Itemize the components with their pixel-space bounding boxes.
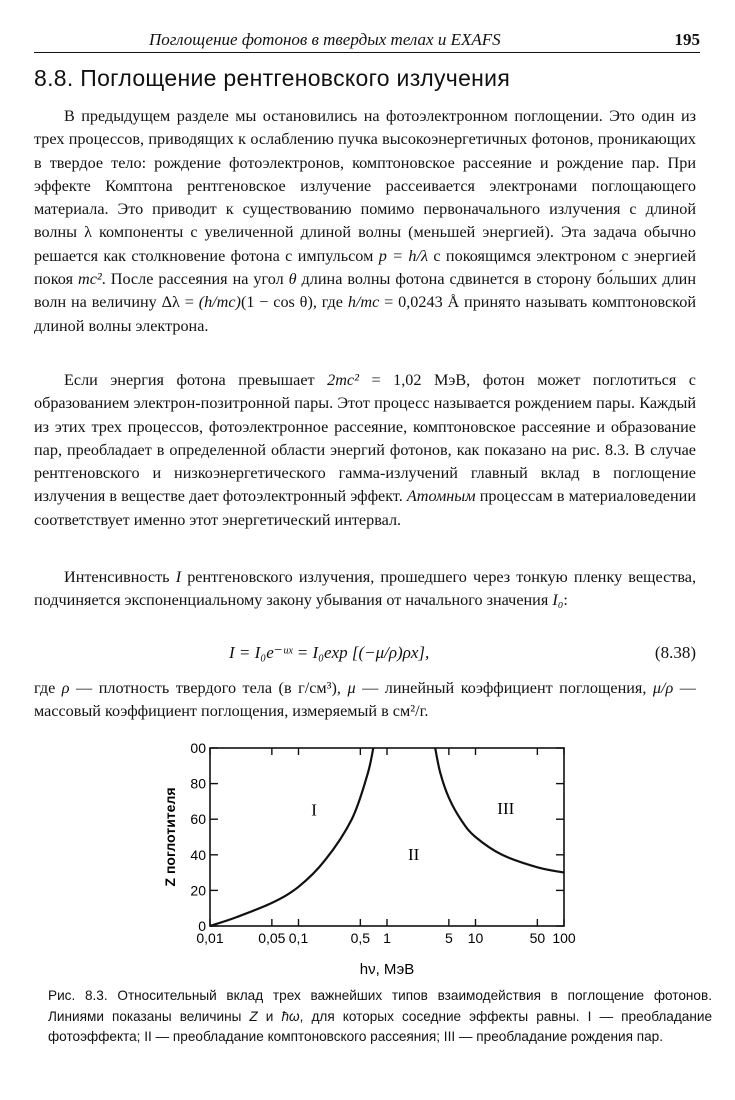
p1-hmc-2: h/mc xyxy=(347,293,380,312)
section-heading: 8.8. Поглощение рентгеновского излучения xyxy=(34,65,511,91)
p1-text-3: . После рассеяния на угол xyxy=(101,270,289,289)
paragraph-2 xyxy=(34,369,696,532)
paragraph-4 xyxy=(34,677,696,724)
equation-body: I = I₀e⁻ᵘˣ = I₀exp [(−μ/ρ)ρx], xyxy=(229,643,430,662)
y-axis-label: Z поглотителя xyxy=(162,787,178,887)
p1-momentum: p = h/λ xyxy=(378,246,429,265)
equation-number: (8.38) xyxy=(654,643,696,662)
p4-mu-rho: μ/ρ xyxy=(652,679,674,697)
region-label: III xyxy=(497,798,515,818)
x-tick-label: 100 xyxy=(552,930,576,946)
caption-text-3: , для которых соседние эффекты равны. I — преобладание фотоэффекта; II — преобладание комптоновского рассеяния; III — преобладание рождения пар. xyxy=(48,1008,713,1044)
figure-caption xyxy=(48,986,712,1048)
caption-text-2: и xyxy=(257,1008,282,1024)
p1-text-1: В предыдущем разделе мы остановились на фотоэлектронном поглощении. Это один из трех процессов, приводящих к ослаблению пучка высокоэнергетичных фотонов, проникающих в твердое тело: рождение фотоэлектронов, комптоновское рассеяние и рождение пар. При эффекте Комптона рентгеновское излучение рассеивается электронами поглощающего материала. Это приводит к существованию помимо первоначального излучения с длиной волны λ компоненты с увеличенной длиной волны (меньшей энергией). Эта задача обычно решается как столкновение фотона с импульсом xyxy=(34,107,696,265)
p4-rho: ρ xyxy=(61,679,70,697)
x-tick-label: 10 xyxy=(467,930,484,946)
p4-text-1: где xyxy=(34,679,62,697)
equation-8-38 xyxy=(34,643,696,667)
p4-text-2: — плотность твердого тела (в г/см³), xyxy=(69,679,348,697)
p1-text-5: (1 − cos θ), где xyxy=(240,293,348,312)
x-tick-label: 50 xyxy=(529,930,546,946)
x-tick-label: 1 xyxy=(383,930,391,946)
p3-intensity: I xyxy=(175,568,182,586)
running-header xyxy=(34,30,700,53)
p1-hmc-1: (h/mc) xyxy=(198,293,241,312)
p3-text-3: : xyxy=(563,591,568,610)
p1-rest-energy: mc² xyxy=(78,270,102,289)
p1-text-6: = 0,0243 Å принято называть комптоновской длиной волны электрона. xyxy=(34,293,696,335)
p2-text-1: Если энергия фотона превышает xyxy=(64,371,328,389)
p3-text-2: рентгеновского излучения, прошедшего через тонкую пленку вещества, подчиняется экспоненциальному закону убывания от начального значения xyxy=(34,568,696,610)
p4-text-4: — массовый коэффициент поглощения, измеряемый в см²/г. xyxy=(34,679,696,721)
boundary-curves xyxy=(210,748,564,926)
p2-energy: 2mc² xyxy=(327,371,359,389)
p4-mu: μ xyxy=(347,679,356,697)
plot-frame xyxy=(210,748,564,926)
paragraph-3 xyxy=(34,566,696,613)
running-title: Поглощение фотонов в твердых телах и EXAFS xyxy=(149,30,501,49)
p1-text-2: с покоящимся электроном с энергией покоя xyxy=(34,246,696,289)
interaction-regions-chart xyxy=(150,740,590,980)
page-number: 195 xyxy=(674,30,700,49)
boundary-curve xyxy=(210,748,373,926)
p1-theta: θ xyxy=(288,270,297,289)
y-tick-label: 80 xyxy=(190,775,206,792)
y-tick-label: 00 xyxy=(190,740,206,756)
paragraph-1 xyxy=(34,105,696,338)
p2-text-2: = 1,02 МэВ, фотон может поглотиться с образованием электрон-позитронной пары. Этот процесс называется рождением пары. Каждый из этих трех процессов, фотоэлектронное рассеяние, комптоновское рассеяние и образование пар, преобладает в определенной области энергий фотонов, как показано на рис. 8.3. В случае рентгеновского и низкоэнергетического гамма-излучений главный вклад в поглощение излучения в веществе дает фотоэлектронный эффект. xyxy=(34,371,696,506)
x-tick-label: 0,5 xyxy=(350,930,371,946)
y-tick-label: 0 xyxy=(198,918,206,934)
p1-text-4: длина волны фотона сдвинется в сторону бо́льших длин волн на величину Δλ = xyxy=(34,270,696,312)
region-label: I xyxy=(311,800,317,820)
y-tick-label: 20 xyxy=(190,882,206,899)
caption-z: Z xyxy=(249,1008,258,1024)
caption-text-1: Рис. 8.3. Относительный вклад трех важнейших типов взаимодействия в поглощение фотонов. Линиями показаны величины xyxy=(48,988,712,1024)
caption-hw: ħω xyxy=(281,1008,300,1024)
x-tick-label: 0,1 xyxy=(288,930,309,946)
p3-initial: I₀ xyxy=(552,591,564,610)
y-axis-ticks xyxy=(190,740,564,934)
y-tick-label: 40 xyxy=(190,846,206,863)
region-label: II xyxy=(407,845,420,865)
x-tick-label: 0,01 xyxy=(196,930,224,946)
p4-text-3: — линейный коэффициент поглощения, xyxy=(355,679,653,697)
x-axis-ticks xyxy=(196,748,576,946)
x-axis-label: hν, МэВ xyxy=(359,961,415,978)
p2-text-3: процессам в материаловедении соответствует именно этот энергетический интервал. xyxy=(34,487,696,529)
x-tick-label: 5 xyxy=(444,930,453,946)
p2-atomic: Атомным xyxy=(406,487,476,506)
x-tick-label: 0,05 xyxy=(258,930,286,946)
y-tick-label: 60 xyxy=(190,811,206,828)
region-labels xyxy=(311,799,514,864)
p3-text-1: Интенсивность xyxy=(64,568,176,586)
